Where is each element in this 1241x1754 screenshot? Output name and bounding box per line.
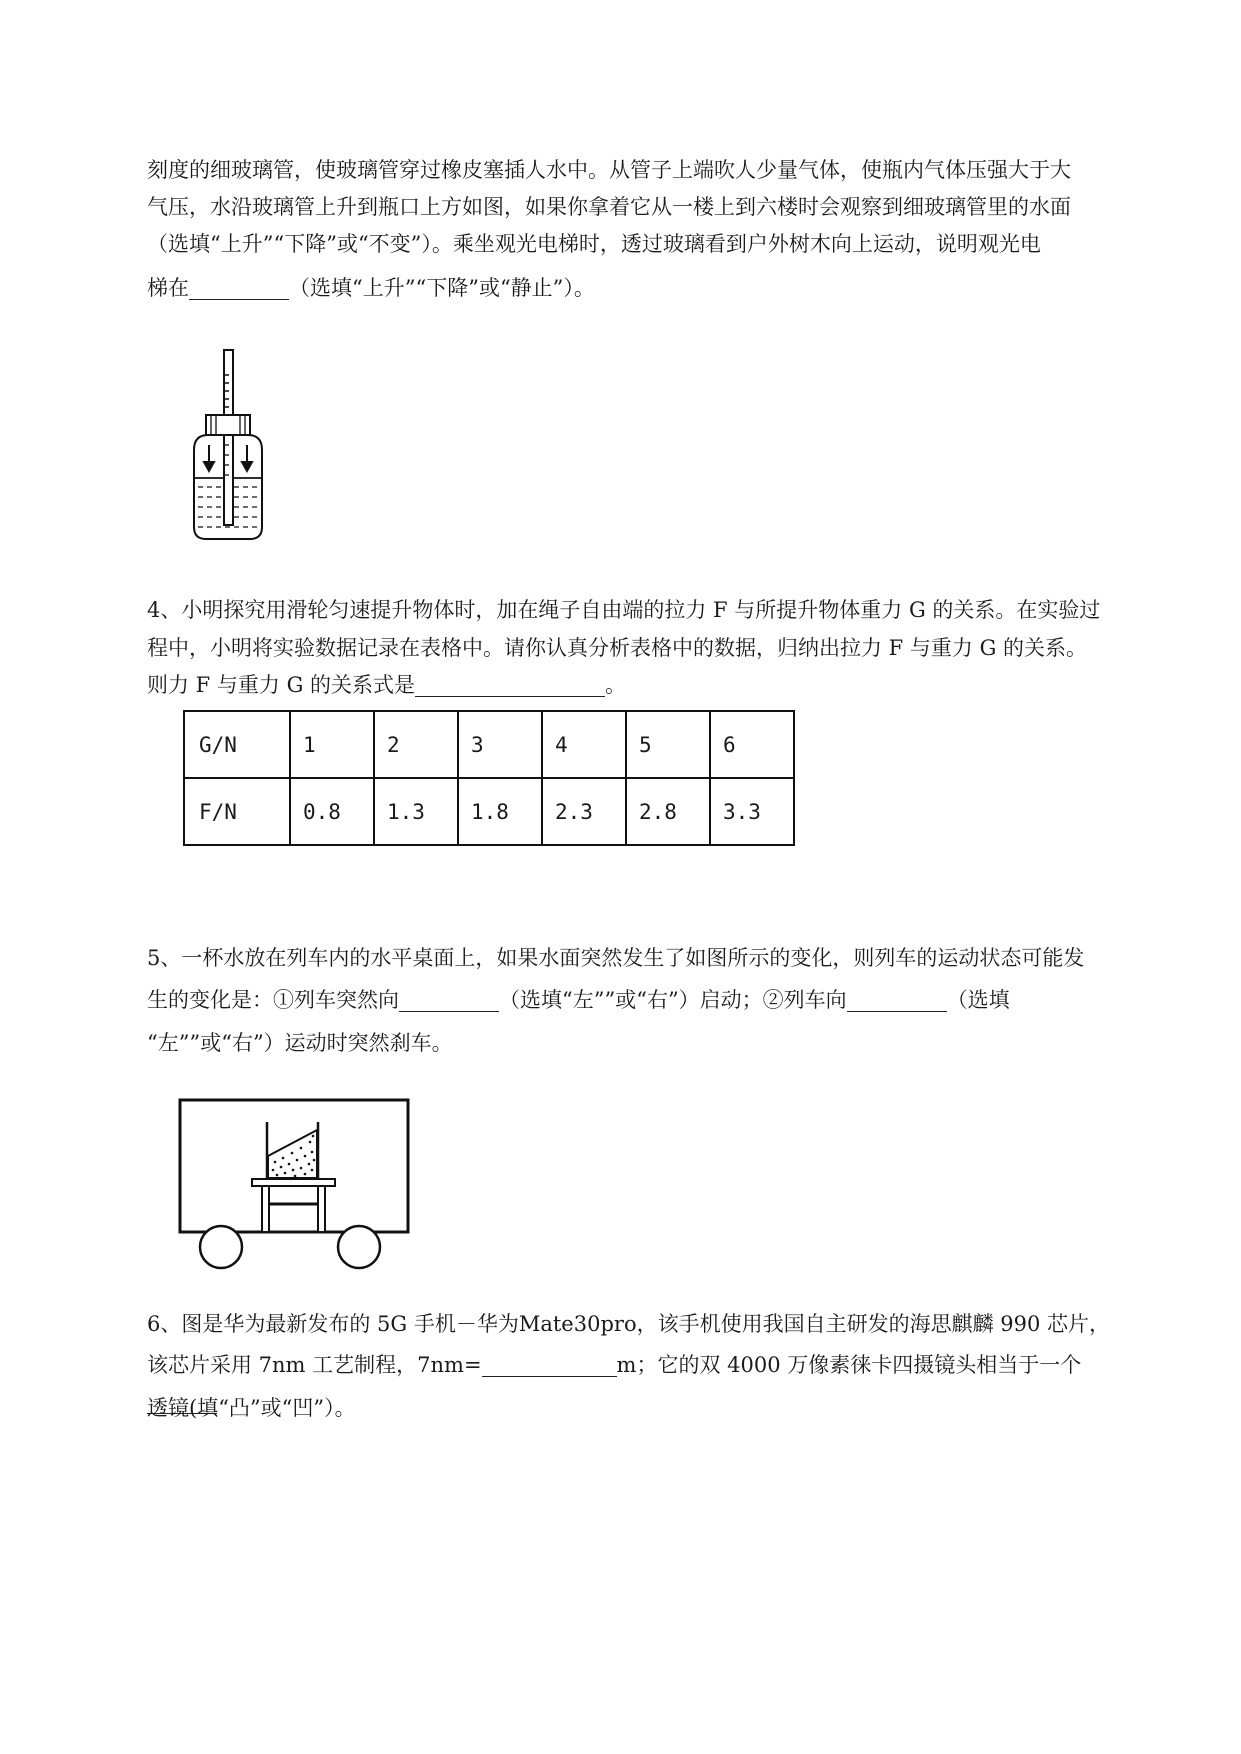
table-cell: 2.8	[626, 778, 710, 845]
q6-line1: 6、图是华为最新发布的 5G 手机－华为Mate30pro，该手机使用我国自主研发的海思麒麟 990 芯片，	[147, 1312, 1111, 1336]
table-cell: 1.8	[458, 778, 542, 845]
answer-blank-formula[interactable]	[415, 672, 605, 697]
q3-line3: （选填“上升”“下降”或“不变”）。乘坐观光电梯时，透过玻璃看到户外树木向上运动，说明观光电	[147, 232, 1041, 256]
table-cell: 4	[542, 711, 626, 778]
train-figure	[175, 1092, 415, 1272]
table-cell: 6	[710, 711, 794, 778]
table-cell: 2	[374, 711, 458, 778]
q6-line3: 透镜(填“凸”或“凹”）。	[147, 1396, 356, 1420]
q4-line3-pre: 则力 F 与重力 G 的关系式是	[147, 673, 416, 697]
table-cell: 0.8	[290, 778, 374, 845]
data-table	[183, 710, 795, 846]
q5-line2-b: （选填“左””或“右”）启动；②列车向	[499, 988, 847, 1012]
table-row-g	[184, 711, 794, 778]
q3-line4-pre: 梯在	[147, 276, 189, 300]
q3-line4	[147, 270, 1147, 307]
table-row-f	[184, 778, 794, 845]
q3-line1: 刻度的细玻璃管，使玻璃管穿过橡皮塞插人水中。从管子上端吹人少量气体，使瓶内气体压强大于大	[147, 158, 1071, 182]
table-cell: 5	[626, 711, 710, 778]
table-cell: 3.3	[710, 778, 794, 845]
q5-line2-c: （选填	[946, 988, 1010, 1012]
q3-line2: 气压，水沿玻璃管上升到瓶口上方如图，如果你拿着它从一楼上到六楼时会观察到细玻璃管里的水面	[147, 195, 1071, 219]
table-cell: 3	[458, 711, 542, 778]
table-cell: F/N	[184, 778, 290, 845]
q4-line3-post: 。	[605, 673, 627, 697]
q5-line3: “左””或“右”）运动时突然刹车。	[147, 1031, 453, 1055]
bottle-figure	[180, 345, 280, 545]
table-cell: 1.3	[374, 778, 458, 845]
q4-line3	[147, 667, 1147, 704]
answer-blank-brake[interactable]	[847, 987, 947, 1012]
q6-line2-b: m；它的双 4000 万像素徕卡四摄镜头相当于一个	[616, 1353, 1082, 1377]
q5-line2	[147, 982, 1147, 1019]
q4-line2: 程中，小明将实验数据记录在表格中。请你认真分析表格中的数据，归纳出拉力 F 与重力 G 的关系。	[147, 636, 1088, 660]
table-cell: G/N	[184, 711, 290, 778]
table-cell: 1	[290, 711, 374, 778]
answer-blank-start[interactable]	[399, 987, 499, 1012]
table-cell: 2.3	[542, 778, 626, 845]
q5-line1: 5、一杯水放在列车内的水平桌面上，如果水面突然发生了如图所示的变化，则列车的运动状态可能发	[147, 946, 1085, 970]
q4-line1: 4、小明探究用滑轮匀速提升物体时，加在绳子自由端的拉力 F 与所提升物体重力 G 的关系。在实验过	[147, 598, 1101, 622]
answer-blank-elevator[interactable]	[189, 275, 289, 300]
q5-line2-a: 生的变化是：①列车突然向	[147, 988, 399, 1012]
q3-line4-post: （选填“上升”“下降”或“静止”）。	[289, 276, 595, 300]
answer-blank-meters[interactable]	[482, 1352, 617, 1377]
q6-line2-a: 该芯片采用 7nm 工艺制程，7nm=	[147, 1353, 482, 1377]
